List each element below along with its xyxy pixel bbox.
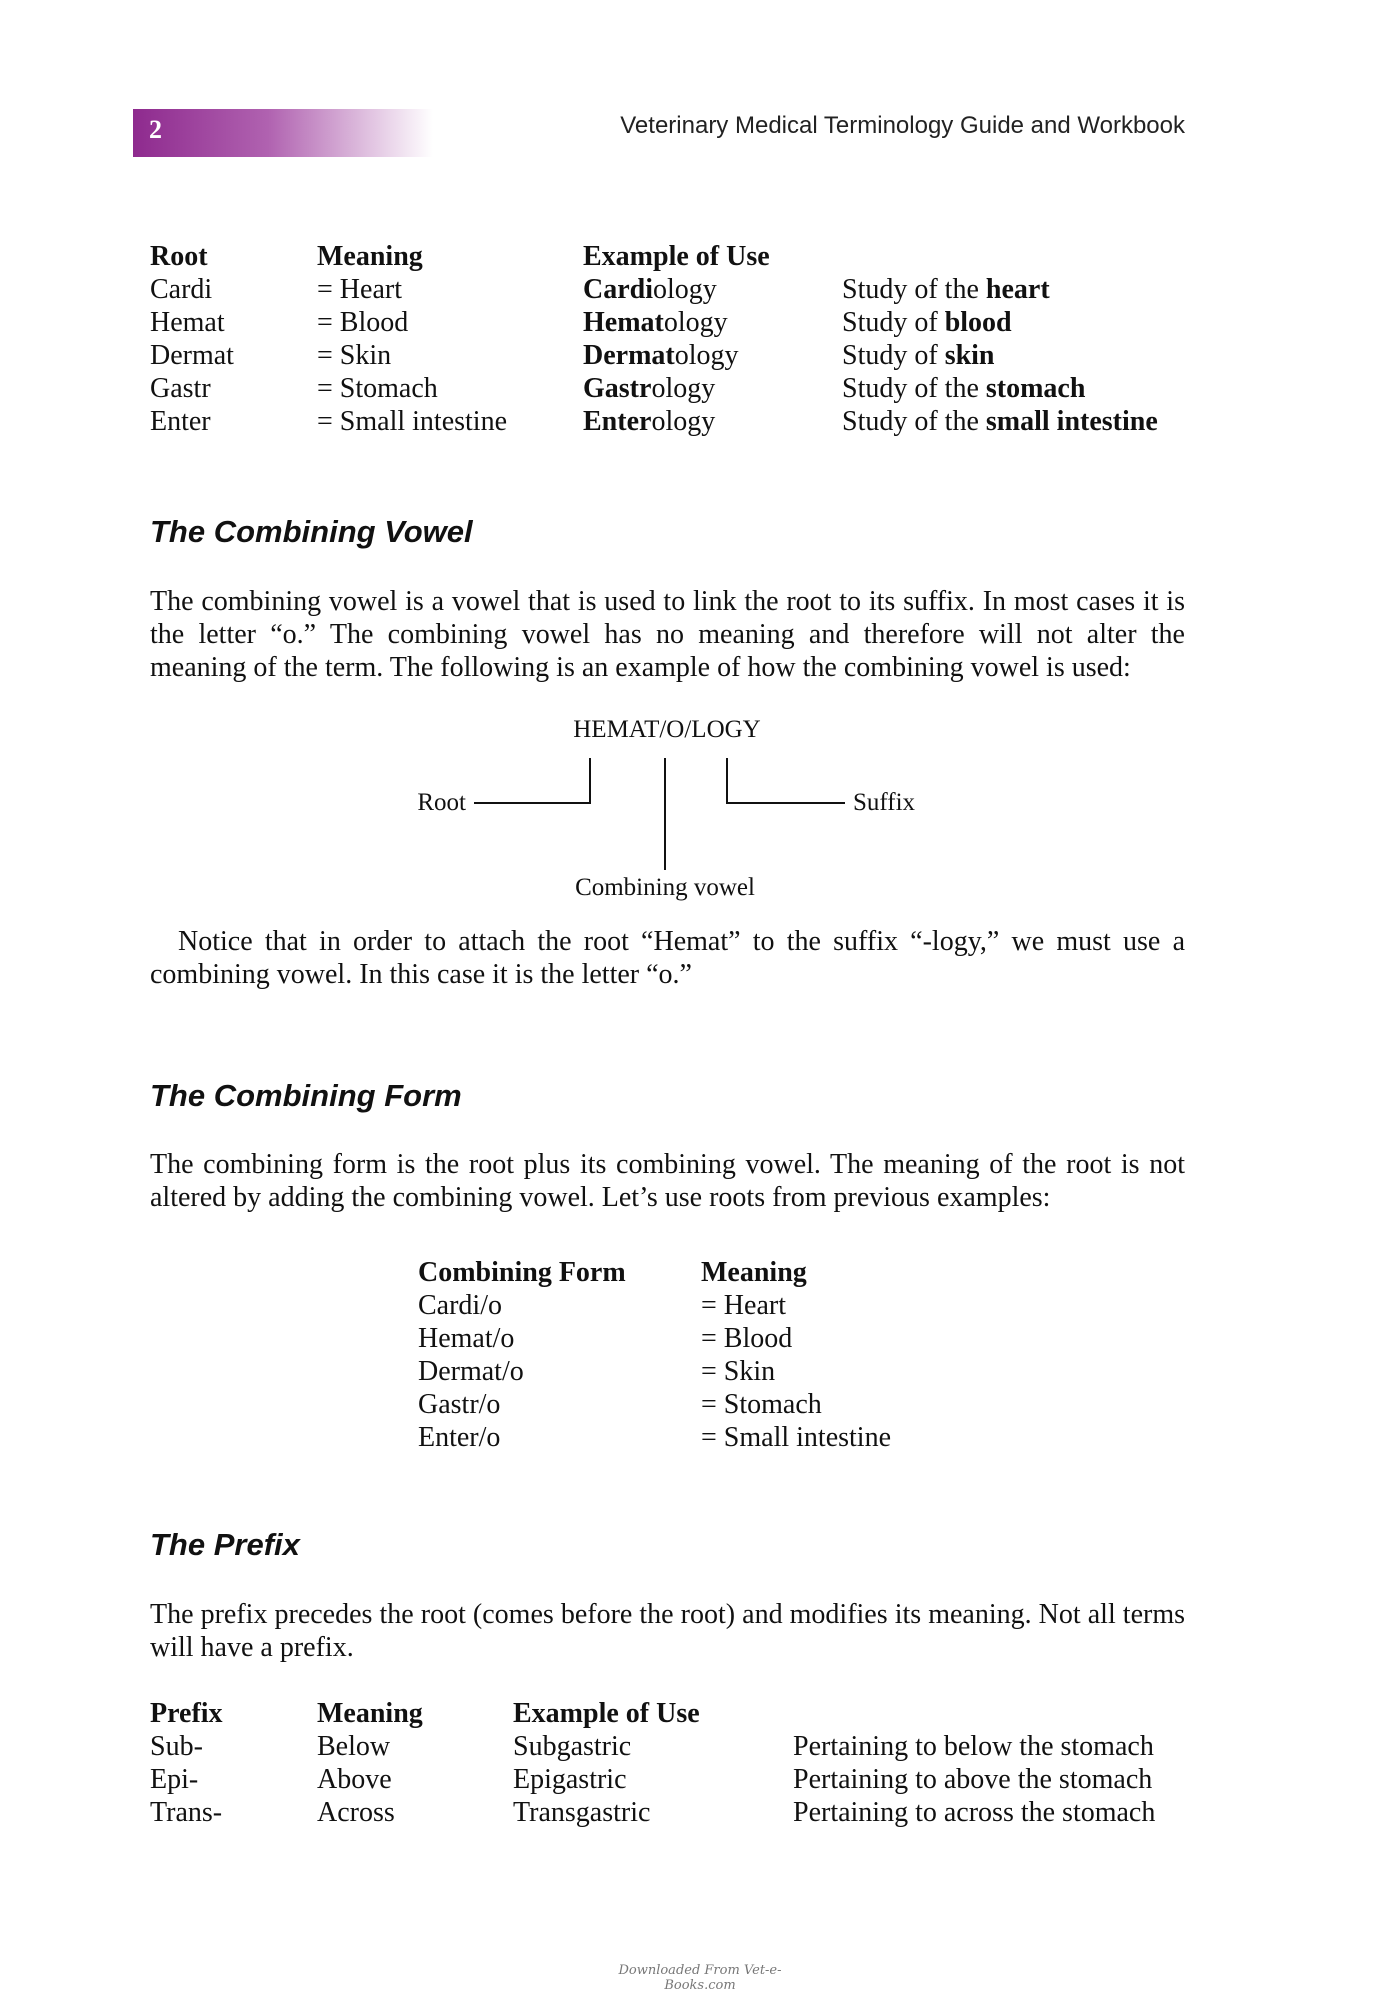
diagram-root-label: Root: [417, 789, 466, 816]
example-suffix-part: ology: [653, 274, 717, 305]
combining-vowel-heading: The Combining Vowel: [150, 514, 473, 549]
definition-cell: Pertaining to below the stomach: [793, 1731, 1154, 1762]
meaning-cell: = Blood: [317, 307, 409, 338]
header-root: Root: [150, 241, 208, 272]
combining-vowel-paragraph: The combining vowel is a vowel that is used to link the root to its suffix. In most cases it is the letter “o.” The combining vowel has no meaning and therefore will not alter the meaning of the term. The following is an example of how the combining vowel is used:: [150, 586, 1185, 683]
table-row: [150, 1796, 1200, 1829]
prefix-cell: Trans-: [150, 1797, 223, 1828]
combining-form-header: [418, 1256, 1018, 1289]
example-cell: [583, 372, 715, 405]
form-cell: Gastr/o: [418, 1389, 501, 1420]
example-suffix-part: ology: [663, 307, 728, 338]
combining-vowel-note: Notice that in order to attach the root “Hemat” to the suffix “-logy,” we must use a combining vowel. In this case it is the letter “o.”: [150, 926, 1185, 990]
prefix-heading: The Prefix: [150, 1527, 300, 1562]
prefix-table: [150, 1697, 1200, 1829]
meaning-cell: = Stomach: [317, 373, 438, 404]
example-suffix-part: ology: [651, 373, 716, 404]
definition-cell: [842, 372, 1085, 405]
header-example: Example of Use: [583, 241, 770, 272]
page-number: 2: [149, 115, 162, 144]
prefix-table-header: [150, 1697, 1200, 1730]
example-cell: Subgastric: [513, 1731, 632, 1762]
definition-text: Study of: [842, 340, 945, 371]
download-watermark: Downloaded From Vet-e-Books.com: [618, 1963, 782, 1993]
meaning-cell: = Blood: [701, 1323, 793, 1354]
root-cell: Enter: [150, 406, 211, 437]
example-root-part: Dermat: [583, 340, 675, 371]
combining-form-heading: The Combining Form: [150, 1078, 462, 1113]
running-title: Veterinary Medical Terminology Guide and Workbook: [620, 112, 1185, 139]
root-cell: Dermat: [150, 340, 234, 371]
meaning-cell: Across: [317, 1797, 395, 1828]
example-cell: [583, 273, 717, 306]
meaning-cell: = Heart: [701, 1290, 786, 1321]
prefix-cell: Epi-: [150, 1764, 199, 1795]
definition-keyword: skin: [944, 340, 995, 371]
table-row: [418, 1388, 1018, 1421]
example-cell: Transgastric: [513, 1797, 651, 1828]
example-cell: Epigastric: [513, 1764, 627, 1795]
definition-cell: Pertaining to across the stomach: [793, 1797, 1156, 1828]
form-cell: Enter/o: [418, 1422, 501, 1453]
meaning-cell: = Small intestine: [317, 406, 507, 437]
meaning-cell: = Stomach: [701, 1389, 822, 1420]
table-row: [150, 372, 1200, 405]
definition-keyword: stomach: [985, 373, 1086, 404]
meaning-cell: = Skin: [317, 340, 392, 371]
definition-cell: [842, 273, 1050, 306]
diagram-vowel-label: Combining vowel: [575, 874, 755, 901]
example-root-part: Enter: [583, 406, 652, 437]
definition-text: Study of the: [842, 406, 986, 437]
example-root-part: Gastr: [583, 373, 652, 404]
definition-cell: Pertaining to above the stomach: [793, 1764, 1153, 1795]
root-cell: Cardi: [150, 274, 213, 305]
meaning-cell: = Small intestine: [701, 1422, 891, 1453]
table-row: [150, 339, 1200, 372]
table-row: [418, 1355, 1018, 1388]
example-cell: [583, 306, 728, 339]
definition-keyword: heart: [985, 274, 1050, 305]
example-suffix-part: ology: [651, 406, 716, 437]
header-meaning: Meaning: [701, 1257, 807, 1288]
table-row: [150, 273, 1200, 306]
meaning-cell: Below: [317, 1731, 391, 1762]
example-root-part: Cardi: [583, 274, 653, 305]
table-row: [418, 1289, 1018, 1322]
definition-cell: [842, 339, 995, 372]
definition-text: Study of the: [842, 373, 986, 404]
table-row: [418, 1322, 1018, 1355]
header-combining-form: Combining Form: [418, 1257, 626, 1288]
meaning-cell: = Skin: [701, 1356, 776, 1387]
table-row: [150, 405, 1200, 438]
header-meaning: Meaning: [317, 1698, 423, 1729]
diagram-term: HEMAT/O/LOGY: [573, 716, 761, 743]
meaning-cell: = Heart: [317, 274, 402, 305]
definition-keyword: small intestine: [985, 406, 1158, 437]
header-meaning: Meaning: [317, 241, 423, 272]
root-cell: Gastr: [150, 373, 211, 404]
combining-form-paragraph: The combining form is the root plus its combining vowel. The meaning of the root is not altered by adding the combining vowel. Let’s use roots from previous examples:: [150, 1149, 1185, 1213]
combining-form-table: [418, 1256, 1018, 1454]
definition-keyword: blood: [944, 307, 1012, 338]
root-table-header: [150, 240, 1200, 273]
definition-text: Study of: [842, 307, 945, 338]
form-cell: Hemat/o: [418, 1323, 515, 1354]
root-table: [150, 240, 1200, 438]
suffix-pointer-line: [727, 758, 845, 803]
header-example: Example of Use: [513, 1698, 700, 1729]
definition-text: Study of the: [842, 274, 986, 305]
root-pointer-line: [474, 758, 590, 803]
diagram-suffix-label: Suffix: [853, 789, 916, 816]
table-row: [150, 306, 1200, 339]
example-root-part: Hemat: [583, 307, 664, 338]
example-cell: [583, 405, 715, 438]
meaning-cell: Above: [317, 1764, 392, 1795]
prefix-cell: Sub-: [150, 1731, 203, 1762]
header-prefix: Prefix: [150, 1698, 223, 1729]
table-row: [150, 1730, 1200, 1763]
form-cell: Dermat/o: [418, 1356, 524, 1387]
example-suffix-part: ology: [674, 340, 739, 371]
definition-cell: [842, 306, 1012, 339]
table-row: [150, 1763, 1200, 1796]
table-row: [418, 1421, 1018, 1454]
prefix-paragraph: The prefix precedes the root (comes before the root) and modifies its meaning. Not all terms will have a prefix.: [150, 1599, 1185, 1663]
root-cell: Hemat: [150, 307, 225, 338]
definition-cell: [842, 405, 1158, 438]
form-cell: Cardi/o: [418, 1290, 502, 1321]
example-cell: [583, 339, 739, 372]
page-number-bar: [133, 109, 433, 157]
